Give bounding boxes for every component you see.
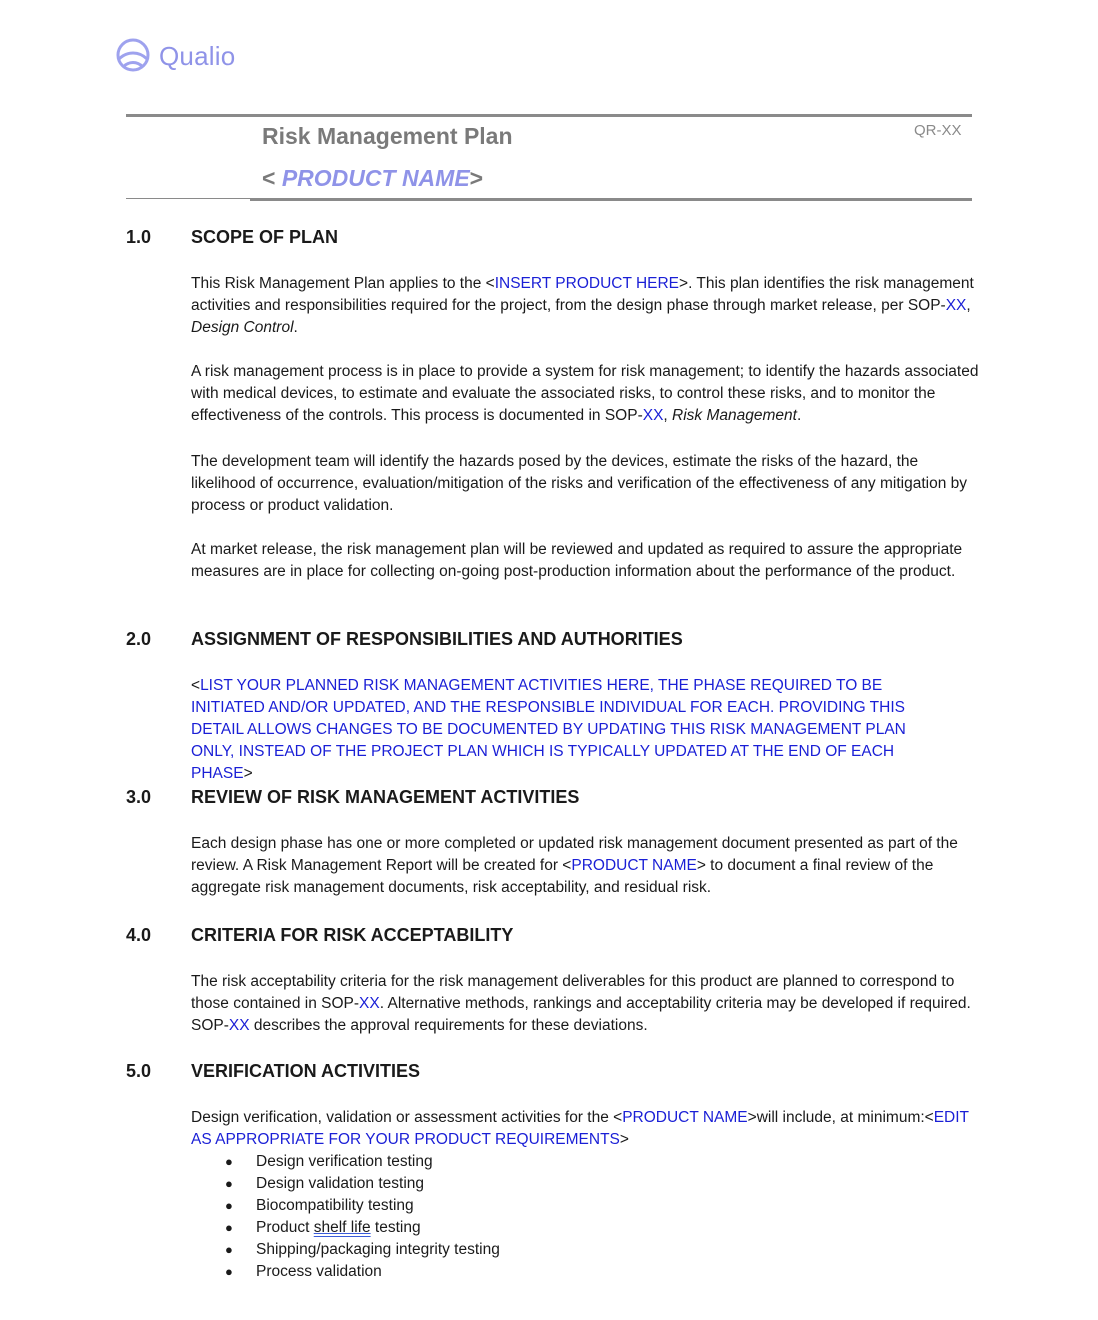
list-item	[225, 1217, 500, 1239]
header-bottom-rule	[250, 198, 972, 201]
section-3-paragraph-1	[191, 833, 981, 899]
text: describes the approval requirements for these deviations.	[249, 1017, 648, 1034]
product-name-placeholder: PRODUCT NAME	[281, 165, 470, 191]
section-3-title: REVIEW OF RISK MANAGEMENT ACTIVITIES	[191, 787, 580, 807]
instruction-placeholder: LIST YOUR PLANNED RISK MANAGEMENT ACTIVITIES HERE, THE PHASE REQUIRED TO BE INITIATED AND/OR UPDATED, AND THE RESPONSIBLE INDIVIDUAL FOR EACH. PROVIDING THIS DETAIL ALLOWS CHANGES TO BE DOCUMENTED BY UPDATING THIS RISK MANAGEMENT PLAN ONLY, INSTEAD OF THE PROJECT PLAN WHICH IS TYPICALLY UPDATED AT THE END OF EACH PHASE	[191, 677, 906, 782]
product-close-bracket: >	[469, 165, 484, 191]
list-item	[225, 1195, 500, 1217]
sop-title: Design Control	[191, 319, 294, 336]
text: . Alternative methods, rankings and acceptability criteria may be developed if required. SOP-	[191, 995, 971, 1034]
insert-product-placeholder: INSERT PRODUCT HERE	[494, 275, 680, 292]
text: >will include, at minimum:<	[747, 1109, 934, 1126]
section-1-title: SCOPE OF PLAN	[191, 227, 339, 247]
section-5-title: VERIFICATION ACTIVITIES	[191, 1061, 421, 1081]
section-1-paragraph-4: At market release, the risk management plan will be reviewed and updated as required to assure the appropriate measures are in place for collecting on-going post-production information about the performance of the product.	[191, 541, 963, 580]
text: <	[191, 677, 201, 694]
list-item-text: Product	[256, 1219, 314, 1236]
product-name-placeholder: PRODUCT NAME	[571, 857, 697, 874]
spellcheck-flagged-text: shelf life	[313, 1219, 371, 1236]
list-item	[225, 1151, 500, 1173]
section-5-paragraph-1	[191, 1107, 981, 1151]
document-title: Risk Management Plan	[262, 123, 513, 149]
section-4-number: 4.0	[126, 925, 152, 945]
list-item-text: Design validation testing	[256, 1175, 425, 1192]
text: ,	[966, 297, 971, 314]
logo-text: Qualio	[159, 40, 236, 71]
bullet-icon: ●	[225, 1242, 233, 1257]
list-item	[225, 1173, 500, 1195]
list-item	[225, 1239, 500, 1261]
list-item-text: testing	[370, 1219, 421, 1236]
bullet-icon: ●	[225, 1198, 233, 1213]
product-name-line	[262, 165, 483, 192]
text: A risk management process is in place to provide a system for risk management; to identify the hazards associated with medical devices, to estimate and evaluate the associated risks, to control these risks, and to monitor the effectiveness of the controls. This process is documented in SOP-	[191, 363, 979, 424]
section-3-number: 3.0	[126, 787, 152, 807]
bullet-icon: ●	[225, 1220, 233, 1235]
header-top-rule	[126, 114, 972, 117]
bullet-icon: ●	[225, 1154, 233, 1169]
section-1-paragraph-2	[191, 361, 981, 427]
text: .	[293, 319, 298, 336]
product-open-bracket: <	[262, 165, 282, 191]
list-item-text: Process validation	[256, 1263, 382, 1280]
text: >	[619, 1131, 629, 1148]
bullet-icon: ●	[225, 1176, 233, 1191]
list-item-text: Shipping/packaging integrity testing	[256, 1241, 500, 1258]
text: > to document a final review of the aggregate risk management documents, risk acceptability, and residual risk.	[191, 857, 934, 896]
product-name-placeholder: PRODUCT NAME	[622, 1109, 748, 1126]
section-2-title: ASSIGNMENT OF RESPONSIBILITIES AND AUTHORITIES	[191, 629, 683, 649]
qualio-logo	[115, 37, 235, 75]
instruction-placeholder: EDIT AS APPROPRIATE FOR YOUR PRODUCT REQUIREMENTS	[191, 1109, 969, 1148]
section-1-paragraph-3: The development team will identify the hazards posed by the devices, estimate the risks of the hazard, the likelihood of occurrence, evaluation/mitigation of the risks and verification of the effectiveness of any mitigation by process or product validation.	[191, 453, 967, 514]
sop-number-placeholder: XX	[359, 995, 380, 1012]
sop-title: Risk Management	[672, 407, 797, 424]
sop-number-placeholder: XX	[228, 1017, 250, 1034]
text: This Risk Management Plan applies to the <	[191, 275, 495, 292]
text: .	[796, 407, 802, 424]
verification-activities-list	[225, 1151, 500, 1283]
text: ,	[663, 407, 673, 424]
section-4-title: CRITERIA FOR RISK ACCEPTABILITY	[191, 925, 514, 945]
bullet-icon: ●	[225, 1264, 233, 1279]
text: Each design phase has one or more completed or updated risk management document presented as part of the review. A Risk Management Report will be created for <	[191, 835, 958, 874]
sop-number-placeholder: XX	[642, 407, 664, 424]
list-item-text: Biocompatibility testing	[256, 1197, 414, 1214]
section-1-number: 1.0	[126, 227, 152, 247]
section-2-number: 2.0	[126, 629, 152, 649]
header-thin-rule	[126, 198, 250, 199]
section-2-paragraph-1	[191, 675, 951, 785]
text: The risk acceptability criteria for the risk management deliverables for this product are planned to correspond to those contained in SOP-	[191, 973, 955, 1012]
text: >. This plan identifies the risk management activities and responsibilities required for the project, from the design phase through market release, per SOP-	[191, 275, 974, 314]
section-1-paragraph-1	[191, 273, 981, 339]
document-code: QR-XX	[914, 122, 962, 139]
qualio-logo-icon	[115, 37, 153, 75]
section-5-number: 5.0	[126, 1061, 152, 1081]
list-item	[225, 1261, 500, 1283]
text: >	[243, 765, 253, 782]
text: Design verification, validation or assessment activities for the <	[191, 1109, 623, 1126]
list-item-text: Design verification testing	[256, 1153, 433, 1170]
sop-number-placeholder: XX	[945, 297, 967, 314]
section-4-paragraph-1	[191, 971, 981, 1037]
